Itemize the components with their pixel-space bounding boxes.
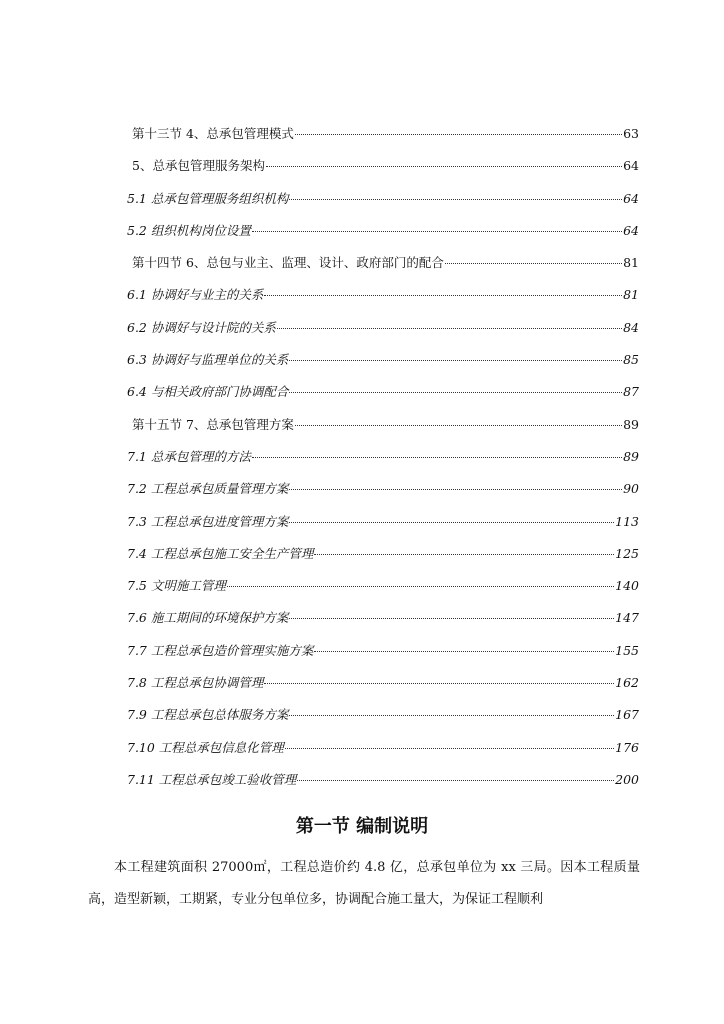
toc-entry-page-number: 81	[623, 287, 639, 303]
toc-entry-label: 7.7 工程总承包造价管理实施方案	[127, 642, 314, 658]
toc-entry-label: 7.2 工程总承包质量管理方案	[127, 481, 289, 497]
toc-entry[interactable]	[127, 738, 639, 770]
toc-leader-dots	[227, 586, 614, 587]
toc-entry-page-number: 89	[623, 416, 639, 432]
toc-entry-page-number: 64	[623, 190, 639, 206]
toc-entry-page-number: 176	[615, 739, 639, 755]
toc-entry-label: 6.3 协调好与监理单位的关系	[127, 352, 289, 368]
toc-entry-label: 7.6 施工期间的环境保护方案	[127, 610, 289, 626]
toc-entry-label: 5.2 组织机构岗位设置	[127, 222, 251, 238]
toc-leader-dots	[289, 489, 622, 490]
toc-entry-label: 7.3 工程总承包进度管理方案	[127, 513, 289, 529]
toc-entry[interactable]	[127, 479, 639, 511]
toc-leader-dots	[264, 683, 614, 684]
toc-entry-label: 第十三节 4、总承包管理模式	[132, 126, 294, 141]
table-of-contents	[127, 124, 639, 802]
toc-entry[interactable]	[127, 285, 639, 317]
toc-leader-dots	[314, 554, 614, 555]
toc-entry-page-number: 85	[623, 352, 639, 368]
toc-entry-page-number: 113	[615, 513, 639, 529]
toc-entry[interactable]	[127, 189, 639, 221]
toc-entry-page-number: 155	[615, 642, 639, 658]
toc-entry-label: 7.1 总承包管理的方法	[127, 448, 251, 464]
toc-entry[interactable]	[127, 673, 639, 705]
toc-entry-label: 7.5 文明施工管理	[127, 578, 226, 594]
body-text	[88, 852, 640, 916]
toc-entry-label: 第十四节 6、总包与业主、监理、设计、政府部门的配合	[132, 255, 444, 271]
toc-entry-label: 6.4 与相关政府部门协调配合	[127, 384, 289, 400]
toc-entry[interactable]	[127, 221, 639, 253]
toc-entry[interactable]	[127, 576, 639, 608]
toc-leader-dots	[289, 392, 622, 393]
toc-leader-dots	[266, 166, 622, 167]
toc-leader-dots	[264, 295, 622, 296]
toc-entry-page-number: 90	[623, 481, 639, 497]
toc-entry-page-number: 64	[623, 158, 639, 174]
toc-entry-label: 5、总承包管理服务架构	[132, 158, 265, 174]
toc-entry-label: 7.8 工程总承包协调管理	[127, 675, 264, 691]
toc-entry[interactable]	[127, 512, 639, 544]
section-heading: 第一节 编制说明	[295, 816, 429, 837]
toc-entry-page-number: 167	[615, 707, 639, 723]
toc-leader-dots	[252, 231, 622, 232]
toc-entry-label: 6.1 协调好与业主的关系	[127, 287, 264, 303]
toc-entry-label: 第十五节 7、总承包管理方案	[132, 416, 294, 432]
toc-entry-page-number: 87	[623, 384, 639, 400]
toc-leader-dots	[252, 457, 622, 458]
toc-entry[interactable]	[127, 608, 639, 640]
toc-entry[interactable]	[127, 124, 639, 156]
toc-leader-dots	[289, 360, 622, 361]
toc-entry-label: 7.4 工程总承包施工安全生产管理	[127, 545, 314, 561]
toc-leader-dots	[297, 780, 614, 781]
toc-leader-dots	[277, 328, 622, 329]
toc-entry[interactable]	[127, 770, 639, 802]
toc-entry[interactable]	[127, 156, 639, 188]
toc-entry-label: 6.2 协调好与设计院的关系	[127, 319, 276, 335]
toc-entry[interactable]	[127, 705, 639, 737]
toc-entry-page-number: 162	[615, 675, 639, 691]
toc-leader-dots	[445, 263, 622, 264]
toc-entry[interactable]	[127, 382, 639, 414]
toc-entry[interactable]	[127, 447, 639, 479]
toc-leader-dots	[295, 134, 622, 135]
toc-entry-page-number: 81	[623, 255, 639, 271]
toc-entry-page-number: 147	[615, 610, 639, 626]
toc-entry-label: 7.10 工程总承包信息化管理	[127, 739, 284, 755]
toc-leader-dots	[289, 199, 622, 200]
toc-leader-dots	[314, 651, 614, 652]
toc-entry-page-number: 64	[623, 222, 639, 238]
toc-entry-label: 7.9 工程总承包总体服务方案	[127, 707, 289, 723]
toc-entry-page-number: 84	[623, 319, 639, 335]
toc-entry-page-number: 89	[623, 448, 639, 464]
toc-entry-page-number: 200	[615, 771, 639, 787]
toc-entry[interactable]	[127, 253, 639, 285]
toc-entry-page-number: 140	[615, 578, 639, 594]
toc-entry[interactable]	[127, 415, 639, 447]
toc-leader-dots	[289, 618, 614, 619]
toc-entry[interactable]	[127, 350, 639, 382]
toc-leader-dots	[289, 522, 614, 523]
toc-leader-dots	[285, 748, 614, 749]
toc-leader-dots	[289, 715, 614, 716]
toc-entry-label: 5.1 总承包管理服务组织机构	[127, 190, 289, 206]
toc-entry[interactable]	[127, 544, 639, 576]
toc-entry-page-number: 63	[623, 126, 639, 141]
toc-leader-dots	[295, 425, 622, 426]
toc-entry-page-number: 125	[615, 545, 639, 561]
paragraph: 本工程建筑面积 27000㎡，工程总造价约 4.8 亿，总承包单位为 xx 三局。因本工程质量高，造型新颖，工期紧，专业分包单位多，协调配合施工量大，为保证工程顺利	[88, 860, 640, 907]
toc-entry-label: 7.11 工程总承包竣工验收管理	[127, 771, 297, 787]
toc-entry[interactable]	[127, 318, 639, 350]
toc-entry[interactable]	[127, 641, 639, 673]
